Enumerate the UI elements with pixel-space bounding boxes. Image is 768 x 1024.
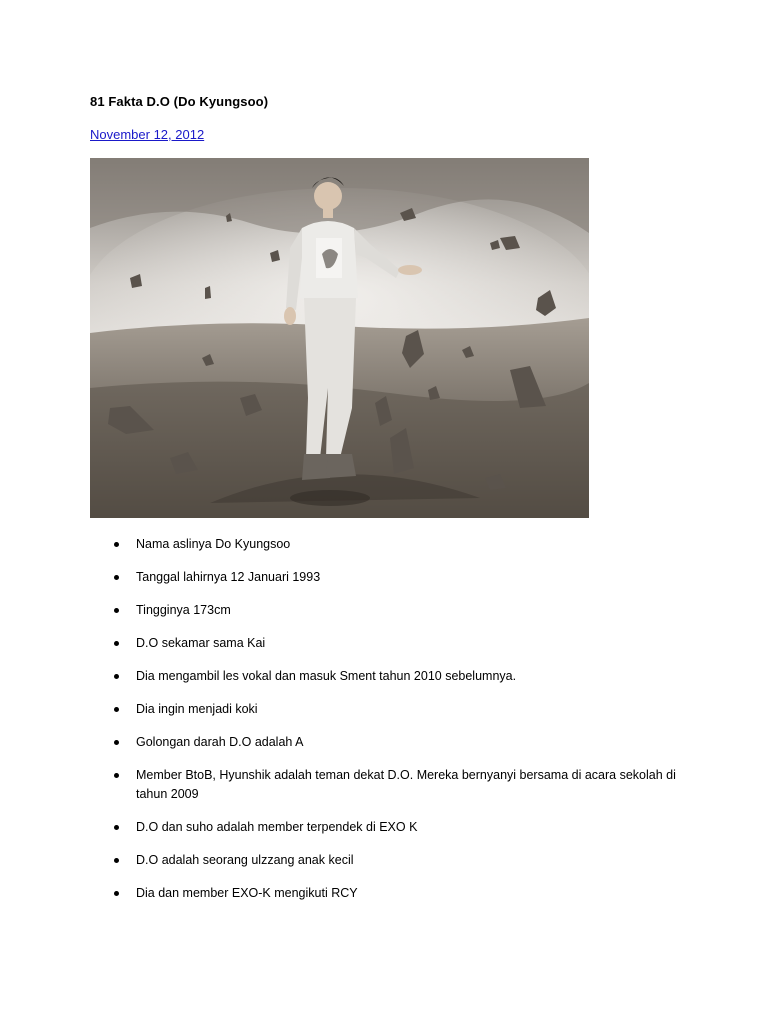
list-item: D.O dan suho adalah member terpendek di EXO K xyxy=(0,818,681,837)
facts-list xyxy=(0,535,768,917)
article-photo xyxy=(90,158,589,518)
list-item: Dia mengambil les vokal dan masuk Sment tahun 2010 sebelumnya. xyxy=(0,667,681,686)
list-item: Member BtoB, Hyunshik adalah teman dekat D.O. Mereka bernyanyi bersama di acara sekolah di tahun 2009 xyxy=(0,766,681,804)
list-item: Dia dan member EXO-K mengikuti RCY xyxy=(0,884,681,903)
list-item: D.O sekamar sama Kai xyxy=(0,634,681,653)
article-title: 81 Fakta D.O (Do Kyungsoo) xyxy=(90,94,269,109)
date-link[interactable]: November 12, 2012 xyxy=(90,127,205,142)
list-item: Tingginya 173cm xyxy=(0,601,681,620)
list-item: D.O adalah seorang ulzzang anak kecil xyxy=(0,851,681,870)
list-item: Tanggal lahirnya 12 Januari 1993 xyxy=(0,568,681,587)
list-item: Golongan darah D.O adalah A xyxy=(0,733,681,752)
list-item: Dia ingin menjadi koki xyxy=(0,700,681,719)
list-item: Nama aslinya Do Kyungsoo xyxy=(0,535,681,554)
